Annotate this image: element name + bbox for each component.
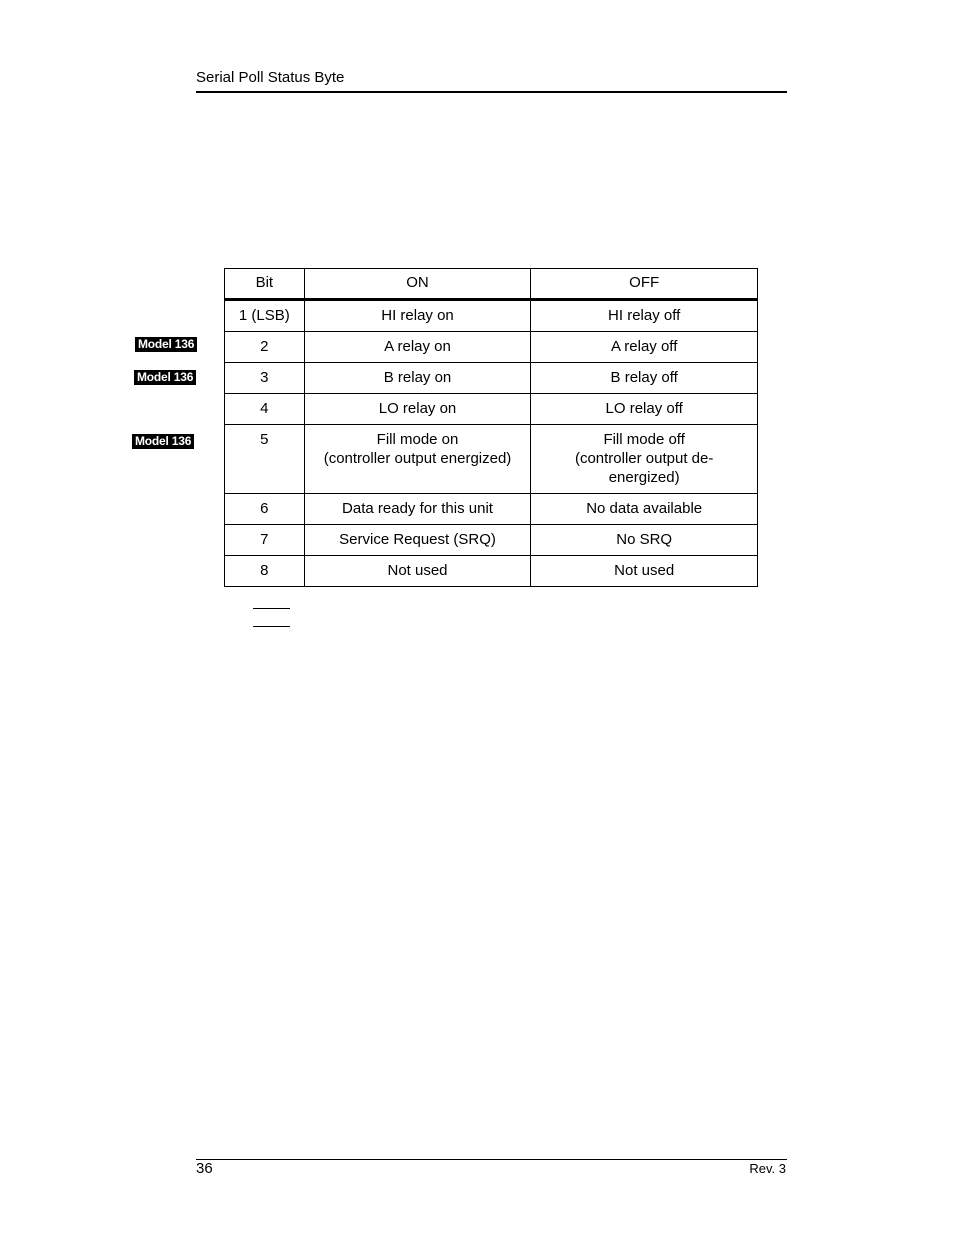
page-number: 36 xyxy=(196,1160,213,1177)
model-136-badge: Model 136 xyxy=(135,337,197,352)
header-rule xyxy=(196,91,787,93)
bit-cell: 7 xyxy=(225,525,305,556)
off-cell xyxy=(531,425,758,494)
table-row xyxy=(225,556,758,587)
bit-cell: 3 xyxy=(225,363,305,394)
bit-cell: 2 xyxy=(225,332,305,363)
off-cell: HI relay off xyxy=(531,300,758,332)
revision-label: Rev. 3 xyxy=(749,1161,786,1176)
table-row xyxy=(225,363,758,394)
table-row xyxy=(225,525,758,556)
table-row xyxy=(225,494,758,525)
on-cell: Service Request (SRQ) xyxy=(304,525,531,556)
footnote-rule xyxy=(253,608,290,609)
bit-cell: 5 xyxy=(225,425,305,494)
on-cell-line: Fill mode on xyxy=(376,431,459,448)
table-header-row xyxy=(225,269,758,300)
bit-cell: 1 (LSB) xyxy=(225,300,305,332)
off-cell: A relay off xyxy=(531,332,758,363)
status-byte-table xyxy=(224,268,758,587)
on-cell: Not used xyxy=(304,556,531,587)
page-header-title: Serial Poll Status Byte xyxy=(196,69,345,86)
off-cell: B relay off xyxy=(531,363,758,394)
off-cell: No data available xyxy=(531,494,758,525)
model-136-badge: Model 136 xyxy=(134,370,196,385)
column-header-off: OFF xyxy=(531,269,758,300)
column-header-on: ON xyxy=(304,269,531,300)
on-cell: A relay on xyxy=(304,332,531,363)
off-cell: Not used xyxy=(531,556,758,587)
off-cell-line: Fill mode off xyxy=(603,431,685,448)
bit-cell: 4 xyxy=(225,394,305,425)
on-cell: B relay on xyxy=(304,363,531,394)
off-cell-line: (controller output de- xyxy=(574,450,714,467)
off-cell: No SRQ xyxy=(531,525,758,556)
footnote-rule xyxy=(253,626,290,627)
on-cell: LO relay on xyxy=(304,394,531,425)
on-cell: Data ready for this unit xyxy=(304,494,531,525)
off-cell: LO relay off xyxy=(531,394,758,425)
on-cell xyxy=(304,425,531,494)
model-136-badge: Model 136 xyxy=(132,434,194,449)
column-header-bit: Bit xyxy=(225,269,305,300)
table-row xyxy=(225,332,758,363)
bit-cell: 6 xyxy=(225,494,305,525)
table-row xyxy=(225,394,758,425)
off-cell-line: energized) xyxy=(608,469,680,486)
on-cell: HI relay on xyxy=(304,300,531,332)
table-row xyxy=(225,300,758,332)
table-row xyxy=(225,425,758,494)
footer-rule xyxy=(196,1159,787,1160)
on-cell-line: (controller output energized) xyxy=(323,450,512,467)
bit-cell: 8 xyxy=(225,556,305,587)
